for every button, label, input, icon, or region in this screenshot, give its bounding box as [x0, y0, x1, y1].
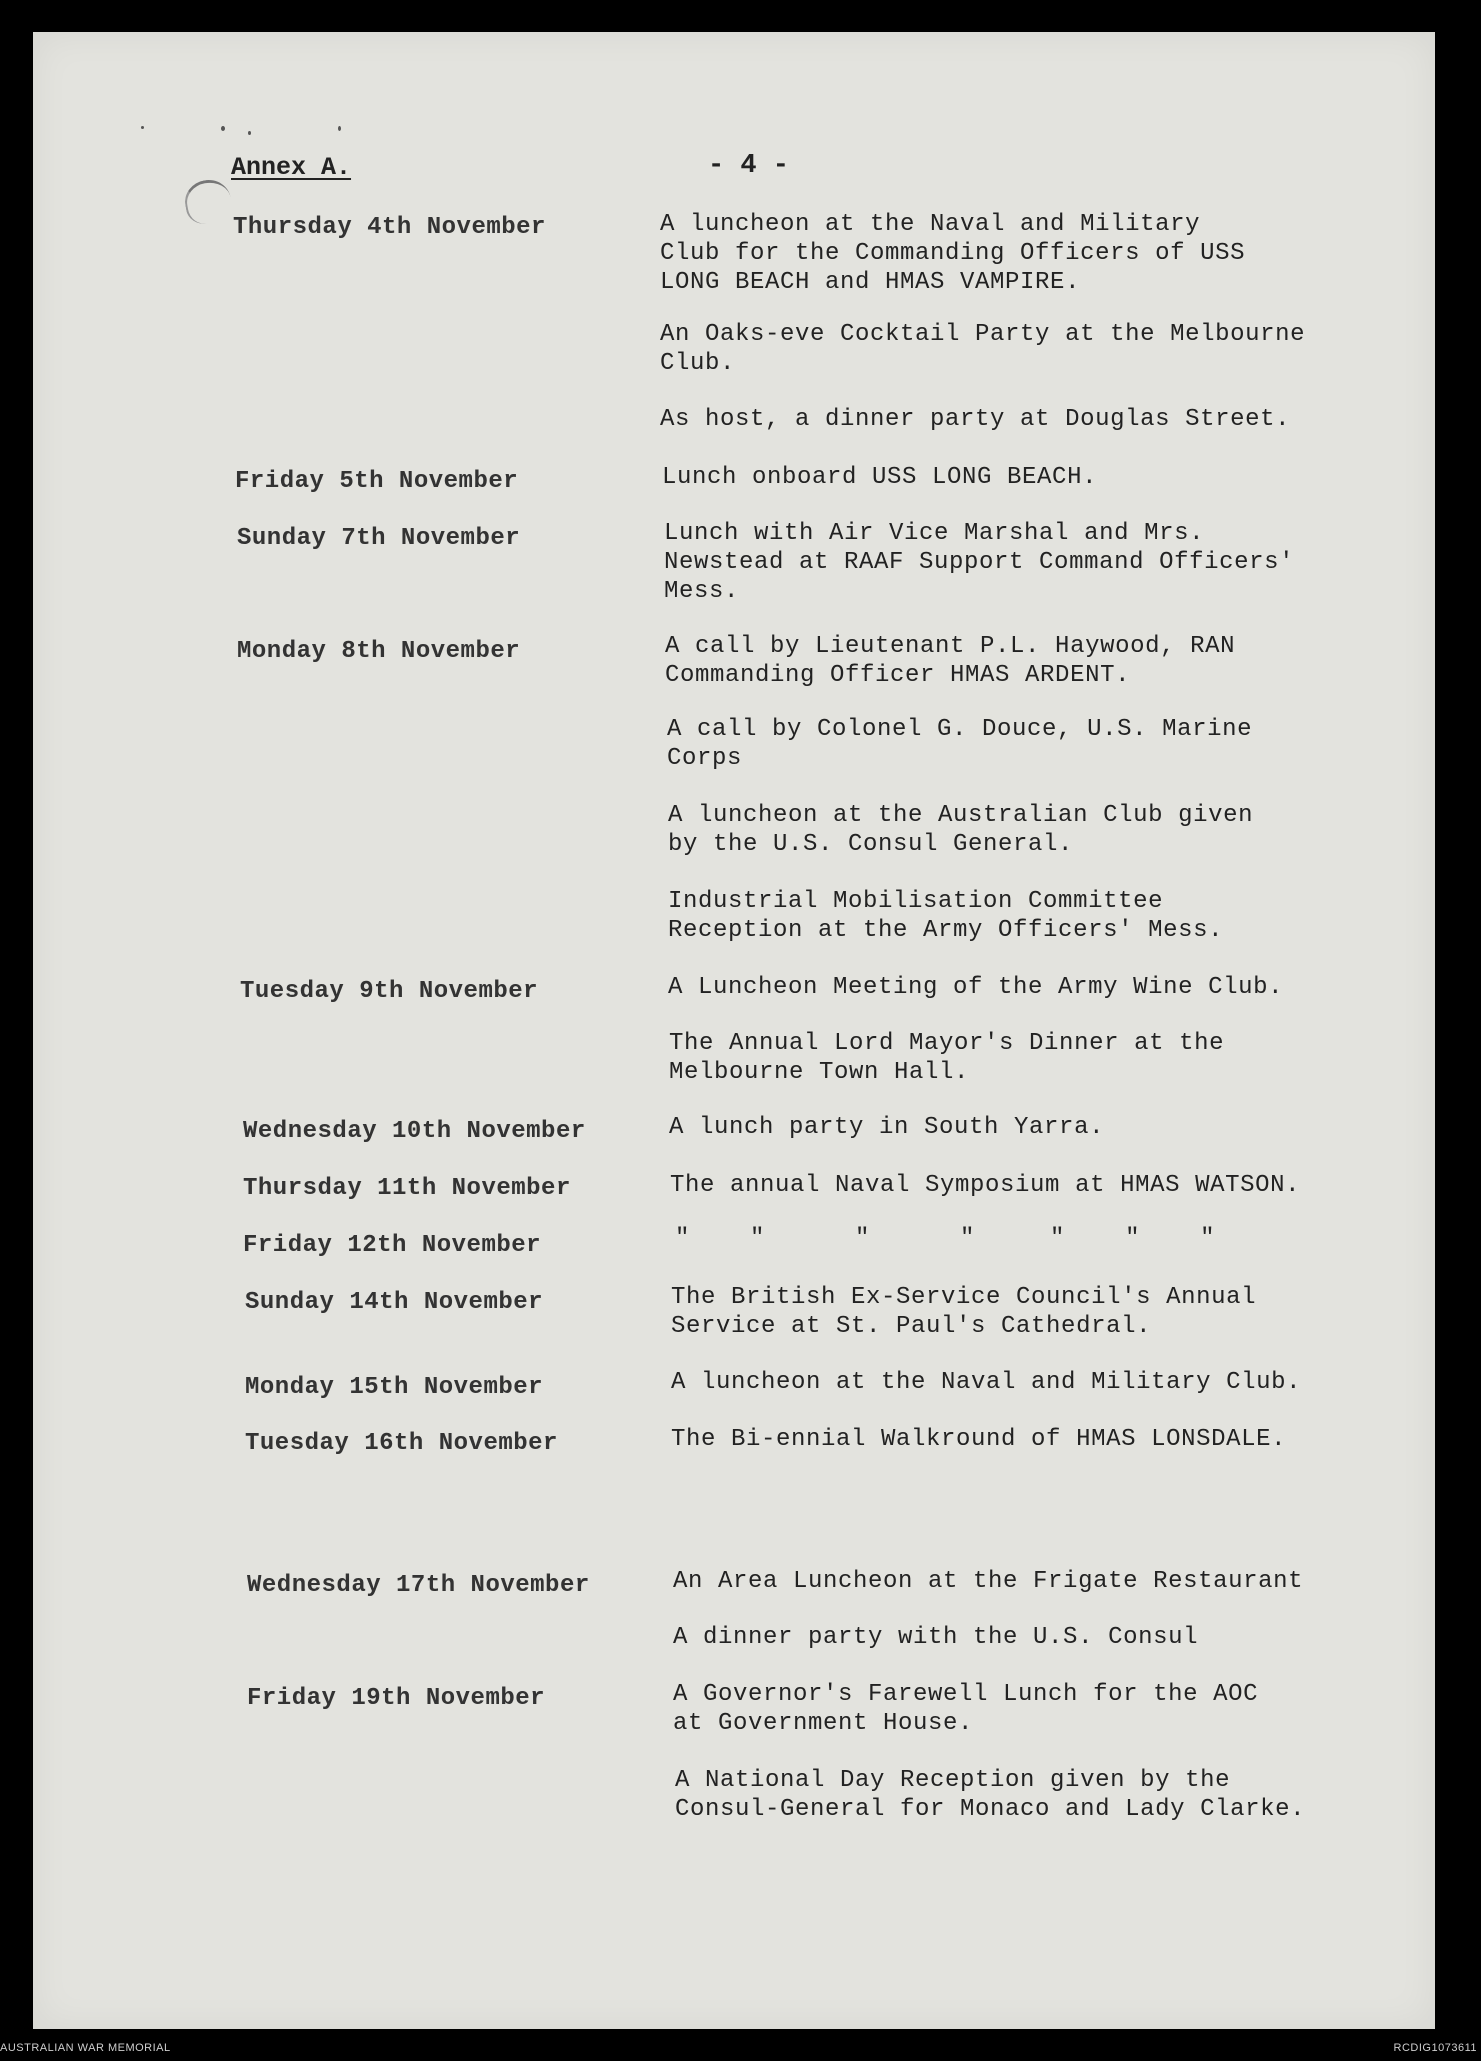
annex-heading: Annex A. — [231, 153, 352, 182]
schedule-entry: A call by Colonel G. Douce, U.S. Marine Corps — [667, 716, 1253, 772]
schedule-date: Friday 5th November — [235, 468, 519, 495]
schedule-entry: A luncheon at the Naval and Military Club for the Commanding Officers of USS LONG BEACH and HMAS VAMPIRE. — [660, 211, 1246, 296]
schedule-date: Friday 12th November — [243, 1232, 542, 1259]
schedule-entry: An Oaks-eve Cocktail Party at the Melbourne Club. — [660, 321, 1306, 377]
schedule-entry: A Luncheon Meeting of the Army Wine Club. — [668, 974, 1284, 1001]
schedule-entry: A luncheon at the Naval and Military Club. — [671, 1369, 1302, 1396]
footer-reference: RCDIG1073611 — [1393, 2042, 1477, 2054]
schedule-date: Wednesday 10th November — [243, 1118, 586, 1145]
schedule-entry: The Bi-ennial Walkround of HMAS LONSDALE. — [671, 1426, 1287, 1453]
schedule-entry: The annual Naval Symposium at HMAS WATSON. — [670, 1172, 1301, 1199]
schedule-entry: A call by Lieutenant P.L. Haywood, RAN Commanding Officer HMAS ARDENT. — [665, 633, 1236, 689]
schedule-entry: The British Ex-Service Council's Annual Service at St. Paul's Cathedral. — [671, 1284, 1257, 1340]
schedule-date: Thursday 4th November — [233, 214, 546, 241]
schedule-date: Friday 19th November — [247, 1685, 546, 1712]
page-number: - 4 - — [708, 151, 790, 181]
schedule-entry: A Governor's Farewell Lunch for the AOC at Government House. — [673, 1681, 1259, 1737]
schedule-entry: A dinner party with the U.S. Consul — [673, 1624, 1199, 1651]
schedule-entry: As host, a dinner party at Douglas Street. — [660, 406, 1291, 433]
schedule-entry: Lunch onboard USS LONG BEACH. — [662, 464, 1098, 491]
schedule-entry: A lunch party in South Yarra. — [669, 1114, 1105, 1141]
schedule-entry: The Annual Lord Mayor's Dinner at the Melbourne Town Hall. — [669, 1030, 1225, 1086]
schedule-date: Tuesday 16th November — [245, 1430, 558, 1457]
staple-mark — [182, 176, 235, 226]
ink-speck — [338, 126, 341, 131]
schedule-entry: Industrial Mobilisation Committee Reception at the Army Officers' Mess. — [668, 888, 1224, 944]
schedule-entry: A National Day Reception given by the Consul-General for Monaco and Lady Clarke. — [675, 1767, 1306, 1823]
schedule-date: Tuesday 9th November — [240, 978, 539, 1005]
schedule-date: Thursday 11th November — [243, 1175, 571, 1202]
footer-source: AUSTRALIAN WAR MEMORIAL — [0, 2042, 171, 2054]
schedule-date: Sunday 7th November — [237, 525, 521, 552]
schedule-entry: " " " " " " " — [675, 1225, 1216, 1252]
schedule-date: Wednesday 17th November — [247, 1572, 590, 1599]
schedule-date: Sunday 14th November — [245, 1289, 544, 1316]
schedule-entry: Lunch with Air Vice Marshal and Mrs. Newstead at RAAF Support Command Officers' Mess. — [664, 520, 1295, 605]
ink-speck — [221, 126, 225, 131]
schedule-date: Monday 8th November — [237, 638, 521, 665]
schedule-entry: A luncheon at the Australian Club given by the U.S. Consul General. — [668, 802, 1254, 858]
schedule-date: Monday 15th November — [245, 1374, 544, 1401]
schedule-entry: An Area Luncheon at the Frigate Restaurant — [673, 1568, 1304, 1595]
ink-speck — [141, 126, 144, 129]
ink-speck — [248, 131, 251, 135]
